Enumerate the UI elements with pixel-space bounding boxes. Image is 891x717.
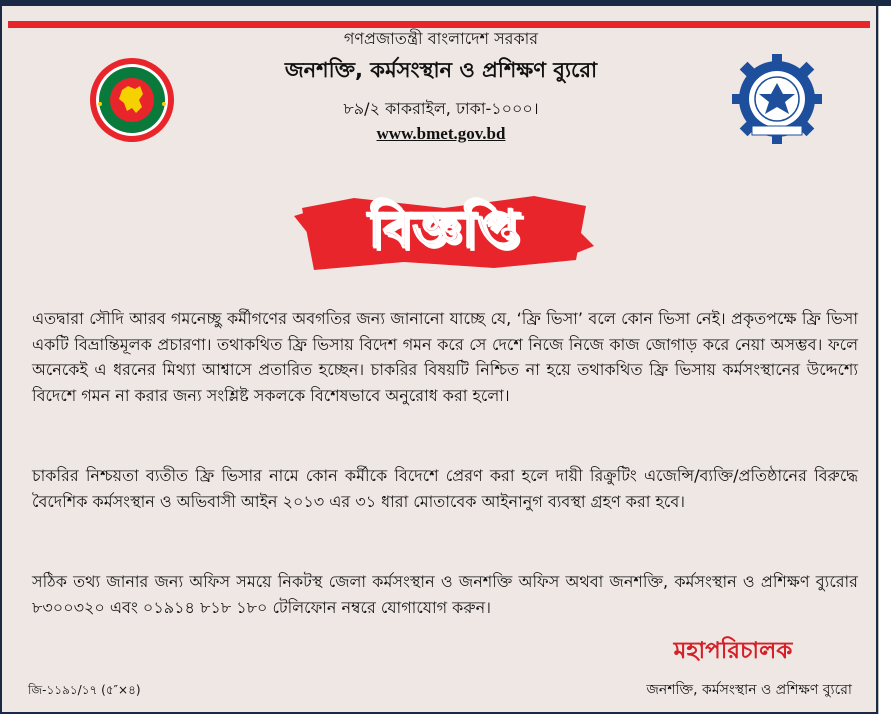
notice-title: বিজ্ঞপ্তি (368, 199, 520, 260)
notice-paragraph-1: এতদ্বারা সৌদি আরব গমনেচ্ছু কর্মীগণের অবগতির জন্য জানানো যাচ্ছে যে, ‘ফ্রি ভিসা’ বলে কোন ভিসা নেই। প্রকৃতপক্ষে ফ্রি ভিসা একটি বিভ্রান্তিমূলক প্রচারণা। তথাকথিত ফ্রি ভিসায় বিদেশ গমন করে সে দেশে নিজে নিজে কাজ জোগাড় করে নেয়া অসম্ভব। ফলে অনেকেই এ ধরনের মিথ্যা আশ্বাসে প্রতারিত হচ্ছেন। চাকরির বিষয়টি নিশ্চিত না হয়ে তথাকথিত ফ্রি ভিসায় কর্মসংস্থানের উদ্দেশ্যে বিদেশে গমন না করার জন্য সংশ্লিষ্ট সকলকে বিশেষভাবে অনুরোধ করা হলো। (32, 309, 858, 405)
organization-name: জনশক্তি, কর্মসংস্থান ও প্রশিক্ষণ ব্যুরো (284, 58, 598, 82)
signature-title: মহাপরিচালক (673, 638, 793, 664)
reference-code: জি-১১৯১/১৭ (৫″×৪) (28, 683, 141, 697)
notice-frame (0, 6, 878, 714)
office-address: ৮৯/২ কাকরাইল, ঢাকা-১০০০। (343, 99, 539, 118)
signature-organization: জনশক্তি, কর্মসংস্থান ও প্রশিক্ষণ ব্যুরো (646, 682, 852, 698)
website-link[interactable]: www.bmet.gov.bd (376, 124, 506, 143)
notice-paragraph-3: সঠিক তথ্য জানার জন্য অফিস সময়ে নিকটস্থ জেলা কর্মসংস্থান ও জনশক্তি অফিস অথবা জনশক্তি, কর্মসংস্থান ও প্রশিক্ষণ ব্যুরোর ৮৩০০৩২০ এবং ০১৯১৪ ৮১৮ ১৮০ টেলিফোন নম্বরে যোগাযোগ করুন। (32, 572, 858, 617)
notice-paragraph-2: চাকরির নিশ্চয়তা ব্যতীত ফ্রি ভিসার নামে কোন কর্মীকে বিদেশে প্রেরণ করা হলে দায়ী রিক্রুটিং এজেন্সি/ব্যক্তি/প্রতিষ্ঠানের বিরুদ্ধে বৈদেশিক কর্মসংস্থান ও অভিবাসী আইন ২০১৩ এর ৩১ ধারা মোতাবেক আইনানুগ ব্যবস্থা গ্রহণ করা হবে। (32, 466, 858, 511)
notice-title-banner (294, 190, 594, 274)
government-name: গণপ্রজাতন্ত্রী বাংলাদেশ সরকার (343, 29, 539, 48)
